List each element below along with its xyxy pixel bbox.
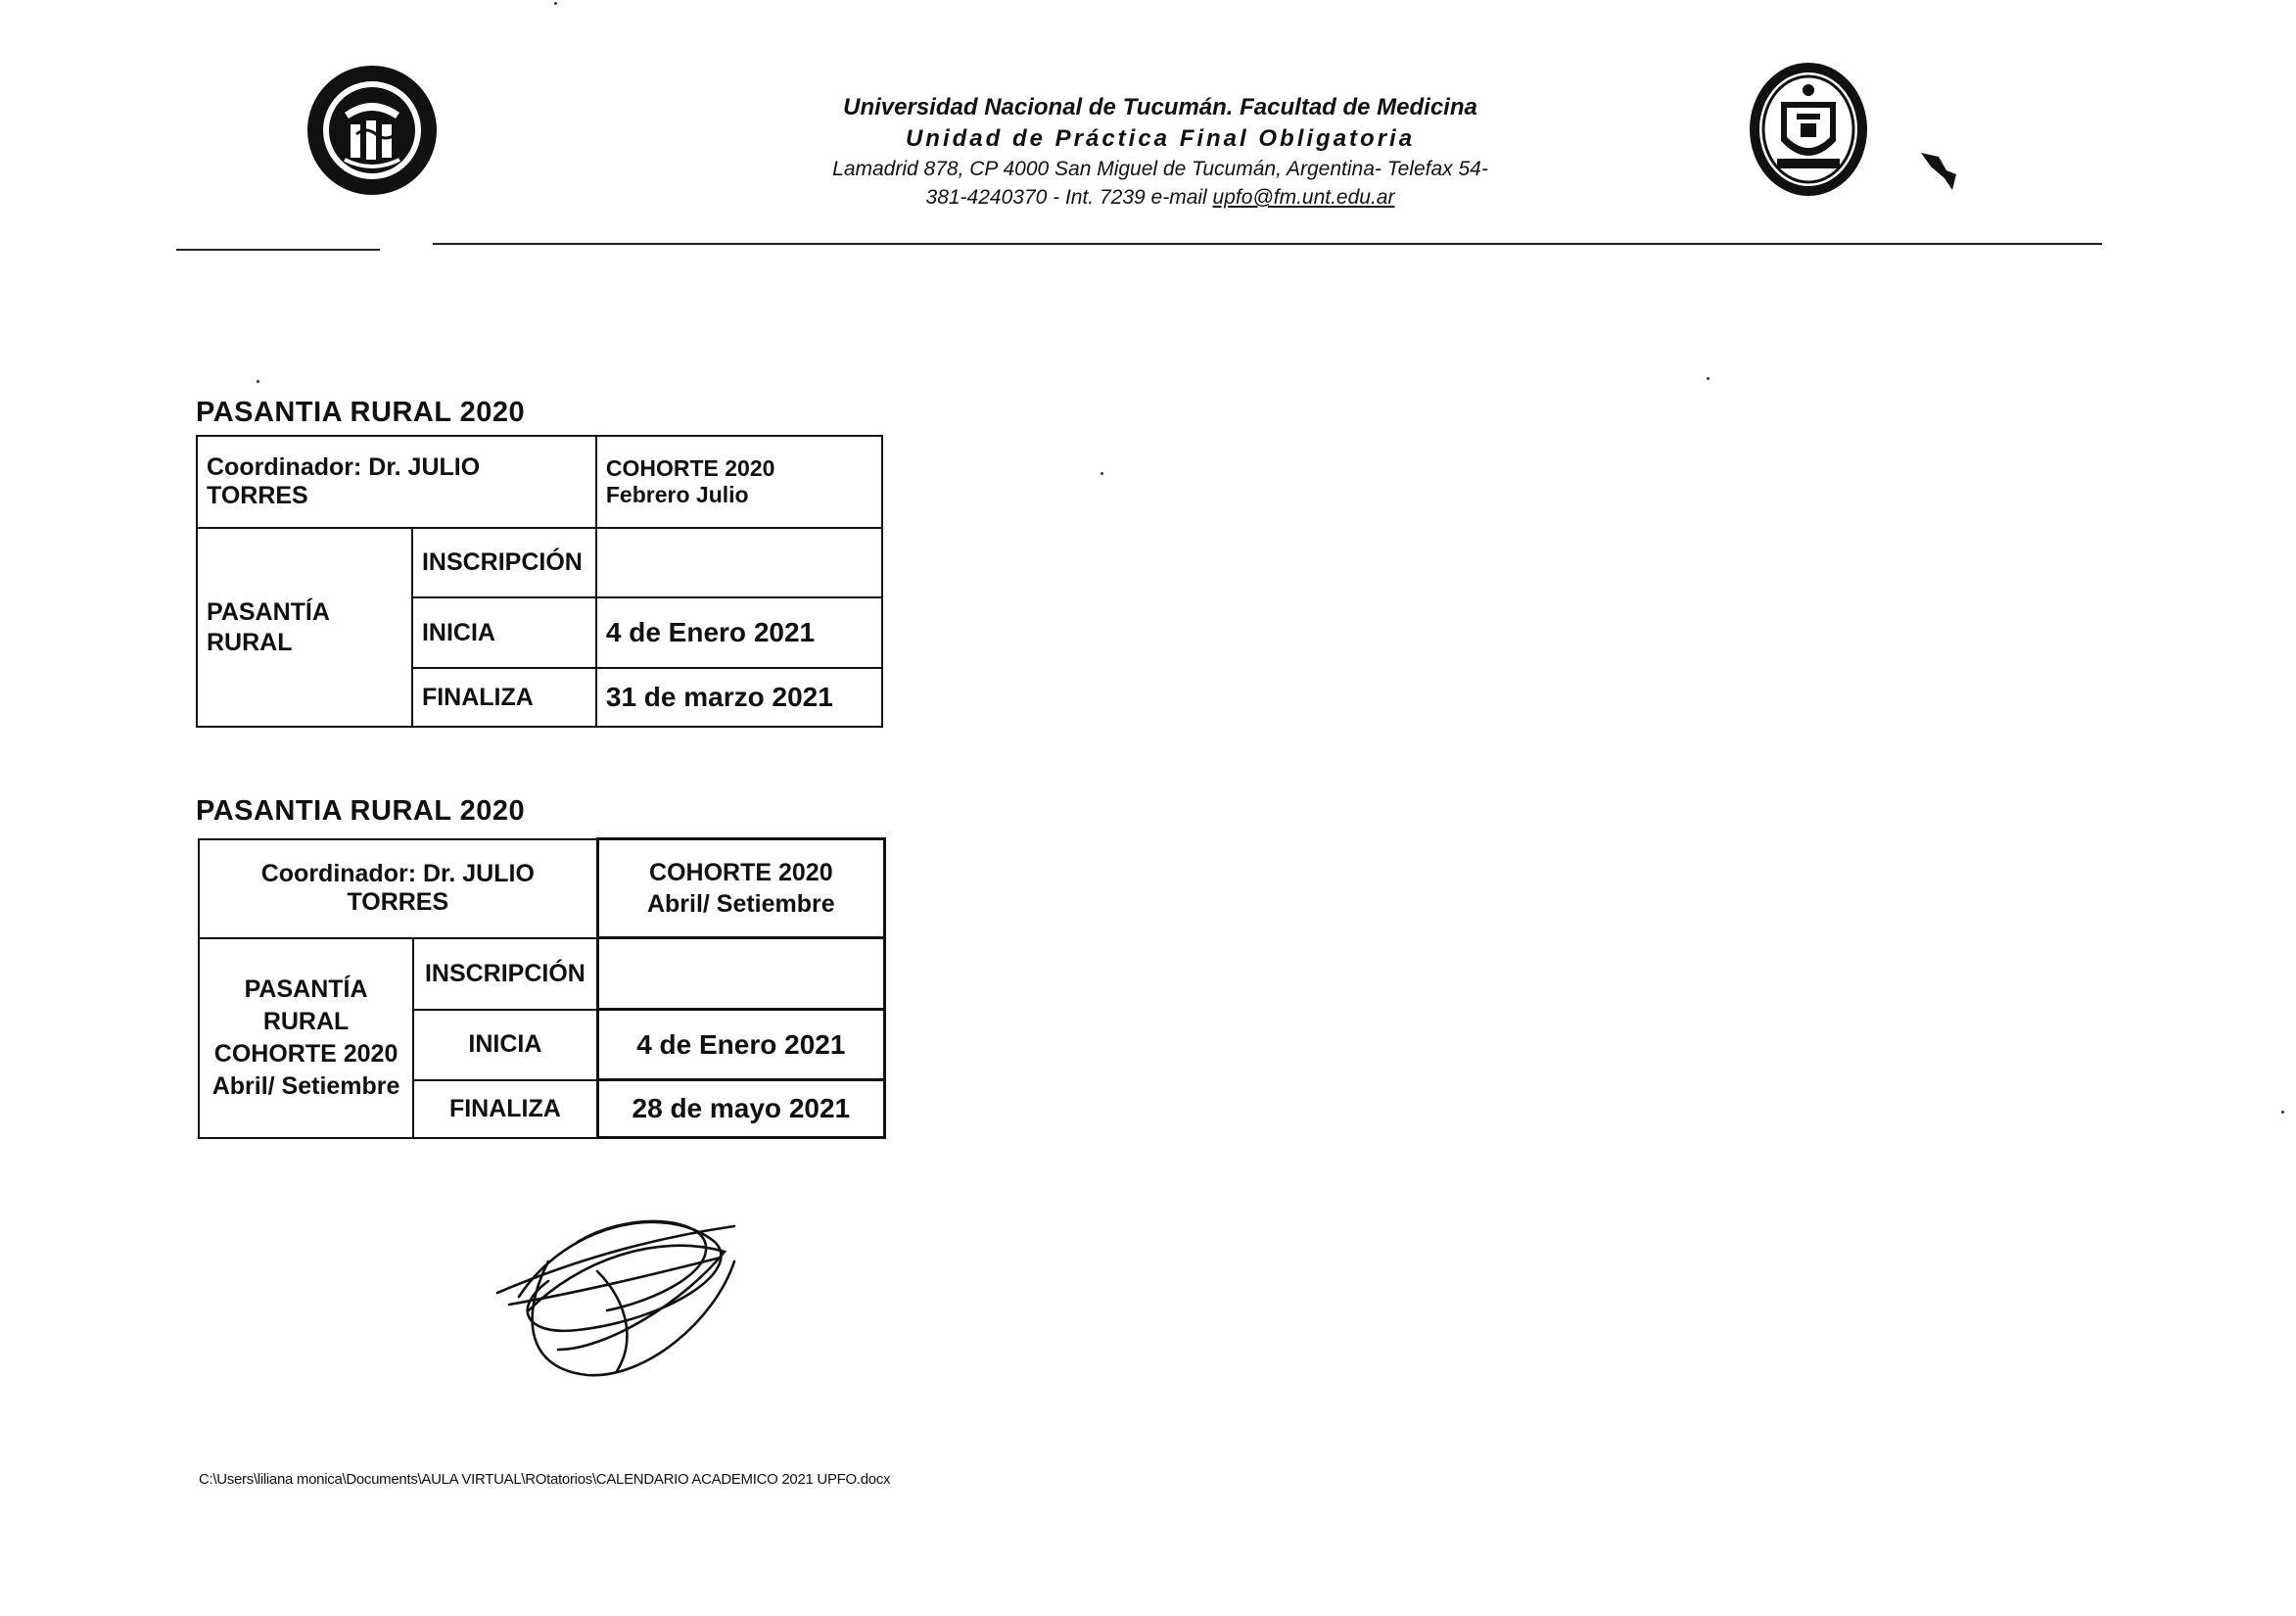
address-line: Lamadrid 878, CP 4000 San Miguel de Tucumán, Argentina- Telefax 54-	[832, 158, 1488, 180]
scan-artifact-icon	[1917, 145, 1968, 196]
institution-header	[803, 92, 1518, 212]
section-title: PASANTIA RURAL 2020	[196, 397, 526, 428]
unit-name: Unidad de Práctica Final Obligatoria	[905, 125, 1416, 152]
table-row	[197, 528, 882, 597]
row-value: 28 de mayo 2021	[597, 1080, 884, 1138]
row-label: FINALIZA	[412, 668, 596, 727]
coordinator-cell: Coordinador: Dr. JULIO TORRES	[197, 436, 596, 528]
row-value: 4 de Enero 2021	[596, 597, 882, 668]
row-group-line: RURAL	[262, 1007, 350, 1035]
row-value	[597, 938, 884, 1010]
coordinator-cell: Coordinador: Dr. JULIO TORRES	[199, 839, 597, 938]
row-label: INICIA	[412, 597, 596, 668]
section-title: PASANTIA RURAL 2020	[196, 795, 526, 827]
row-group-line: COHORTE 2020	[213, 1039, 398, 1068]
row-value: 31 de marzo 2021	[596, 668, 882, 727]
scan-speck	[257, 380, 259, 383]
row-value: 4 de Enero 2021	[597, 1010, 884, 1080]
contact-line	[803, 183, 1518, 212]
signature-scribble	[490, 1203, 744, 1379]
row-label: FINALIZA	[413, 1080, 597, 1138]
cohort-period: Abril/ Setiembre	[646, 890, 835, 918]
unt-emblem-icon	[305, 64, 439, 197]
university-name: Universidad Nacional de Tucumán. Facultad de Medicina	[843, 94, 1477, 120]
header-rule-short	[176, 249, 380, 251]
cohort-period: Febrero Julio	[605, 482, 749, 507]
table-row	[199, 938, 885, 1010]
row-value	[596, 528, 882, 597]
scan-speck	[554, 2, 557, 5]
row-group-label: PASANTÍA RURAL	[197, 528, 412, 727]
scan-speck	[1707, 377, 1710, 380]
table-header-row	[197, 436, 882, 528]
scan-speck	[2281, 1111, 2284, 1114]
cohort-line: COHORTE 2020	[605, 455, 775, 481]
phone-text: 381-4240370 - Int. 7239 e-mail	[925, 186, 1213, 209]
row-group-line: PASANTÍA	[244, 974, 368, 1003]
row-group-label	[199, 938, 413, 1138]
scan-speck	[1101, 472, 1103, 475]
row-label: INSCRIPCIÓN	[412, 528, 596, 597]
file-path-footer: C:\Users\liliana monica\Documents\AULA VIRTUAL\ROtatorios\CALENDARIO ACADEMICO 2021 UPFO.docx	[199, 1471, 891, 1488]
cohort-cell	[597, 839, 884, 938]
faculty-seal-icon	[1748, 61, 1870, 198]
header-rule-long	[433, 243, 2102, 245]
cohort-line: COHORTE 2020	[649, 859, 833, 886]
email-link[interactable]: upfo@fm.unt.edu.ar	[1212, 186, 1395, 209]
row-label: INICIA	[413, 1010, 597, 1080]
row-label: INSCRIPCIÓN	[413, 938, 597, 1010]
cohort-cell	[596, 436, 882, 528]
schedule-table-1	[196, 435, 883, 728]
row-group-line: Abril/ Setiembre	[211, 1071, 400, 1100]
schedule-table-2	[198, 837, 886, 1139]
table-header-row	[199, 839, 885, 938]
